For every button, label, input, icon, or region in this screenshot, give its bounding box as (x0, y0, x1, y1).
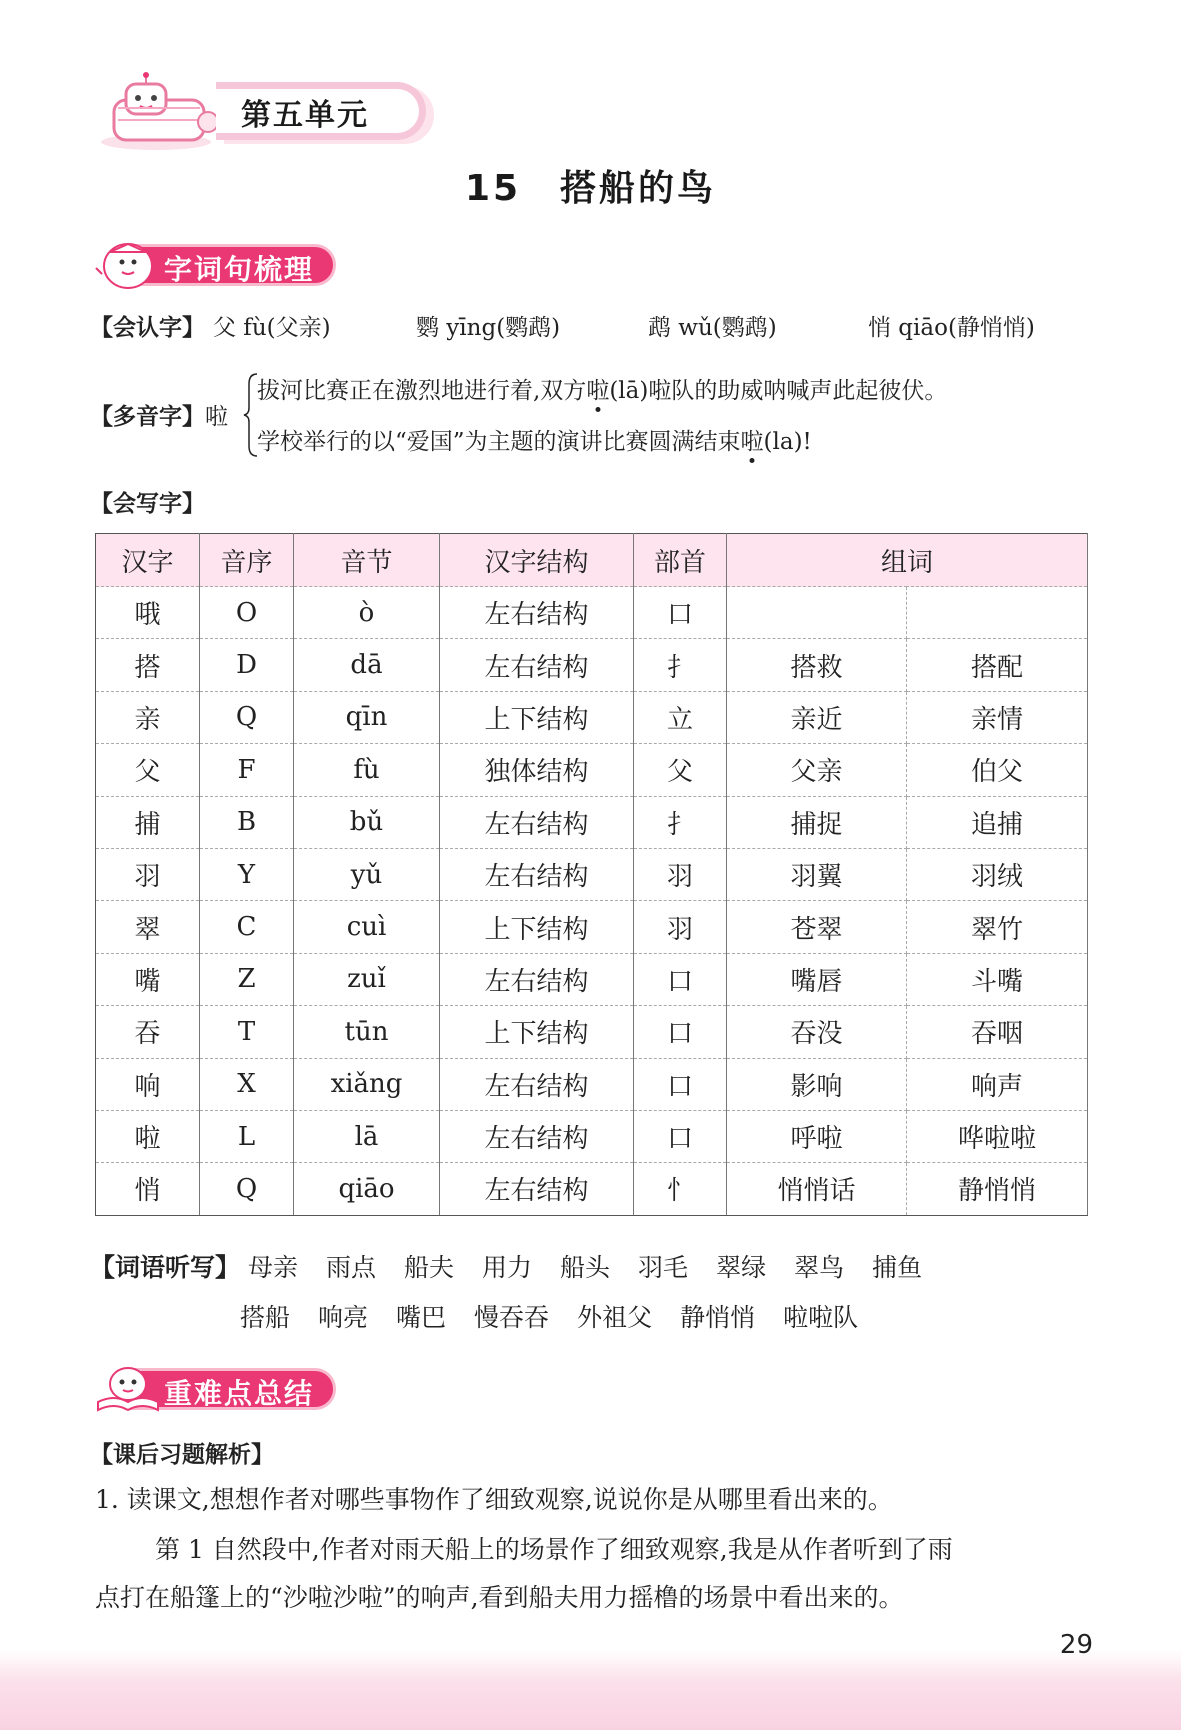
table-cell (907, 587, 1088, 639)
table-cell: ò (294, 587, 440, 639)
section-tag-label: 字词句梳理 (164, 253, 315, 286)
dictation-word: 响亮 (318, 1303, 369, 1332)
dictation-words (240, 1303, 886, 1332)
polyphone-text: (lā)啦队的助威呐喊声此起彼伏。 (609, 378, 948, 404)
dictation-word: 母亲 (247, 1253, 298, 1282)
table-cell: 左右结构 (440, 639, 634, 691)
table-cell: 斗嘴 (907, 953, 1088, 1005)
dictation-word: 嘴巴 (396, 1303, 447, 1332)
table-cell: 嘴唇 (727, 953, 907, 1005)
table-cell: 吞 (96, 1006, 200, 1058)
table-cell: 亲情 (907, 691, 1088, 743)
table-row (96, 1110, 1088, 1162)
table-cell: tūn (294, 1006, 440, 1058)
table-cell: zuǐ (294, 953, 440, 1005)
table-cell: 口 (634, 1058, 727, 1110)
table-cell: 响声 (907, 1058, 1088, 1110)
table-cell: X (200, 1058, 294, 1110)
table-cell: 亲 (96, 691, 200, 743)
table-cell: 搭 (96, 639, 200, 691)
table-cell: 静悄悄 (907, 1163, 1088, 1215)
table-cell: 伯父 (907, 744, 1088, 796)
character-table (95, 533, 1088, 1216)
section-tag-vocab (94, 240, 344, 290)
table-cell: lā (294, 1110, 440, 1162)
table-header: 部首 (634, 534, 727, 587)
table-cell: Q (200, 1163, 294, 1215)
table-cell: 追捕 (907, 796, 1088, 848)
table-cell: 口 (634, 587, 727, 639)
table-header: 汉字 (96, 534, 200, 587)
book-mascot-icon (94, 240, 164, 290)
dictation-word: 羽毛 (638, 1253, 689, 1282)
table-row (96, 744, 1088, 796)
dictation-word: 雨点 (325, 1253, 376, 1282)
table-cell: 羽 (634, 901, 727, 953)
table-cell: bǔ (294, 796, 440, 848)
dictation-word: 搭船 (240, 1303, 291, 1332)
table-cell: 搭配 (907, 639, 1088, 691)
dictation-row-2 (240, 1298, 886, 1334)
table-cell: 独体结构 (440, 744, 634, 796)
polyphone-sentence-1 (257, 372, 947, 405)
table-cell: 上下结构 (440, 1006, 634, 1058)
table-cell: C (200, 901, 294, 953)
dictation-word: 捕鱼 (872, 1253, 923, 1282)
polyphone-text: 学校举行的以“爱国”为主题的演讲比赛圆满结束 (257, 429, 741, 455)
table-header-row (96, 534, 1088, 587)
polyphone-text: (la)! (763, 429, 812, 455)
table-cell: 捕 (96, 796, 200, 848)
table-cell: 响 (96, 1058, 200, 1110)
question-1: 1. 读课文,想想作者对哪些事物作了细致观察,说说你是从哪里看出来的。 (95, 1485, 893, 1514)
polyphone-char: 啦 (205, 404, 228, 430)
table-cell: dā (294, 639, 440, 691)
table-cell: 吞咽 (907, 1006, 1088, 1058)
table-cell: F (200, 744, 294, 796)
table-cell: yǔ (294, 848, 440, 900)
dictation-word: 外祖父 (577, 1303, 653, 1332)
table-cell: 嘴 (96, 953, 200, 1005)
recognize-row (90, 309, 205, 342)
table-row (96, 953, 1088, 1005)
table-row (96, 691, 1088, 743)
polyphone-dotted-char: 啦 (740, 429, 764, 455)
table-cell: 父 (96, 744, 200, 796)
table-body (96, 587, 1088, 1216)
table-cell: 呼啦 (727, 1110, 907, 1162)
recognize-item: 鹉 wǔ(鹦鹉) (648, 315, 777, 341)
section-tag-keypoints (94, 1364, 344, 1414)
recognize-label: 【会认字】 (90, 314, 205, 341)
table-row (96, 1006, 1088, 1058)
table-cell: 忄 (634, 1163, 727, 1215)
table-cell: 搭救 (727, 639, 907, 691)
table-cell: 立 (634, 691, 727, 743)
table-header: 音节 (294, 534, 440, 587)
table-row (96, 587, 1088, 639)
table-cell: 父亲 (727, 744, 907, 796)
table-cell: 捕捉 (727, 796, 907, 848)
table-cell: 哦 (96, 587, 200, 639)
table-cell: 左右结构 (440, 1058, 634, 1110)
table-cell: xiǎng (294, 1058, 440, 1110)
table-cell: Q (200, 691, 294, 743)
table-cell: Z (200, 953, 294, 1005)
table-row (96, 1163, 1088, 1215)
robot-mascot-icon (96, 72, 236, 152)
page-number: 29 (1059, 1630, 1093, 1660)
table-cell: 左右结构 (440, 1110, 634, 1162)
table-cell: 左右结构 (440, 1163, 634, 1215)
recognize-item: 鹦 yīng(鹦鹉) (416, 315, 561, 341)
table-cell: 哗啦啦 (907, 1110, 1088, 1162)
table-cell: cuì (294, 901, 440, 953)
table-cell: 父 (634, 744, 727, 796)
table-cell: O (200, 587, 294, 639)
table-row (96, 1058, 1088, 1110)
dictation-word: 慢吞吞 (474, 1303, 550, 1332)
dictation-word: 船夫 (404, 1253, 455, 1282)
table-header: 汉字结构 (440, 534, 634, 587)
table-cell: 左右结构 (440, 587, 634, 639)
write-label-row (90, 485, 205, 518)
table-cell: 上下结构 (440, 691, 634, 743)
write-label: 【会写字】 (90, 490, 205, 517)
table-header: 组词 (727, 534, 1088, 587)
table-cell: 扌 (634, 796, 727, 848)
polyphone-label-row (90, 398, 228, 431)
dictation-words (248, 1253, 950, 1282)
table-cell: 悄 (96, 1163, 200, 1215)
table-cell: Y (200, 848, 294, 900)
table-cell: 羽翼 (727, 848, 907, 900)
table-cell: 口 (634, 953, 727, 1005)
table-cell: 扌 (634, 639, 727, 691)
bottom-band (0, 1650, 1181, 1730)
answer-1-line-2: 点打在船篷上的“沙啦沙啦”的响声,看到船夫用力摇橹的场景中看出来的。 (95, 1583, 904, 1612)
table-cell: 苍翠 (727, 901, 907, 953)
table-cell: qiāo (294, 1163, 440, 1215)
unit-title: 第五单元 (241, 98, 369, 133)
table-cell: 左右结构 (440, 796, 634, 848)
table-cell (727, 587, 907, 639)
table-cell: 吞没 (727, 1006, 907, 1058)
table-row (96, 796, 1088, 848)
table-cell: 悄悄话 (727, 1163, 907, 1215)
table-cell: B (200, 796, 294, 848)
lesson-title: 15 搭船的鸟 (464, 168, 717, 209)
table-cell: 羽 (96, 848, 200, 900)
unit-banner (96, 72, 436, 152)
polyphone-label: 【多音字】 (90, 403, 205, 430)
table-cell: D (200, 639, 294, 691)
analysis-label: 【课后习题解析】 (90, 1441, 274, 1468)
table-cell: fù (294, 744, 440, 796)
polyphone-dotted-char: 啦 (586, 378, 610, 404)
dictation-word: 翠绿 (716, 1253, 767, 1282)
table-cell: 亲近 (727, 691, 907, 743)
table-row (96, 901, 1088, 953)
recognize-item: 父 fù(父亲) (213, 315, 331, 341)
answer-1-line-1: 第 1 自然段中,作者对雨天船上的场景作了细致观察,我是从作者听到了雨 (155, 1535, 953, 1564)
table-header: 音序 (200, 534, 294, 587)
dictation-word: 啦啦队 (783, 1303, 859, 1332)
dictation-word: 用力 (482, 1253, 533, 1282)
table-cell: qīn (294, 691, 440, 743)
table-row (96, 848, 1088, 900)
dictation-label: 【词语听写】 (90, 1253, 241, 1282)
recognize-item: 悄 qiāo(静悄悄) (868, 315, 1035, 341)
table-cell: 上下结构 (440, 901, 634, 953)
table-cell: 啦 (96, 1110, 200, 1162)
polyphone-text: 拔河比赛正在激烈地进行着,双方 (257, 378, 587, 404)
polyphone-sentence-2 (257, 423, 812, 456)
dictation-row-1 (90, 1248, 950, 1284)
table-cell: 影响 (727, 1058, 907, 1110)
table-cell: 羽 (634, 848, 727, 900)
table-cell: 翠 (96, 901, 200, 953)
open-book-icon (94, 1364, 164, 1414)
dictation-word: 静悄悄 (680, 1303, 756, 1332)
table-cell: T (200, 1006, 294, 1058)
table-cell: 左右结构 (440, 953, 634, 1005)
table-cell: 左右结构 (440, 848, 634, 900)
dictation-word: 船头 (560, 1253, 611, 1282)
section-tag-label: 重难点总结 (164, 1377, 315, 1410)
analysis-label-row (90, 1436, 274, 1469)
table-cell: 口 (634, 1006, 727, 1058)
table-cell: 翠竹 (907, 901, 1088, 953)
table-cell: 羽绒 (907, 848, 1088, 900)
table-cell: 口 (634, 1110, 727, 1162)
table-row (96, 639, 1088, 691)
table-cell: L (200, 1110, 294, 1162)
dictation-word: 翠鸟 (794, 1253, 845, 1282)
